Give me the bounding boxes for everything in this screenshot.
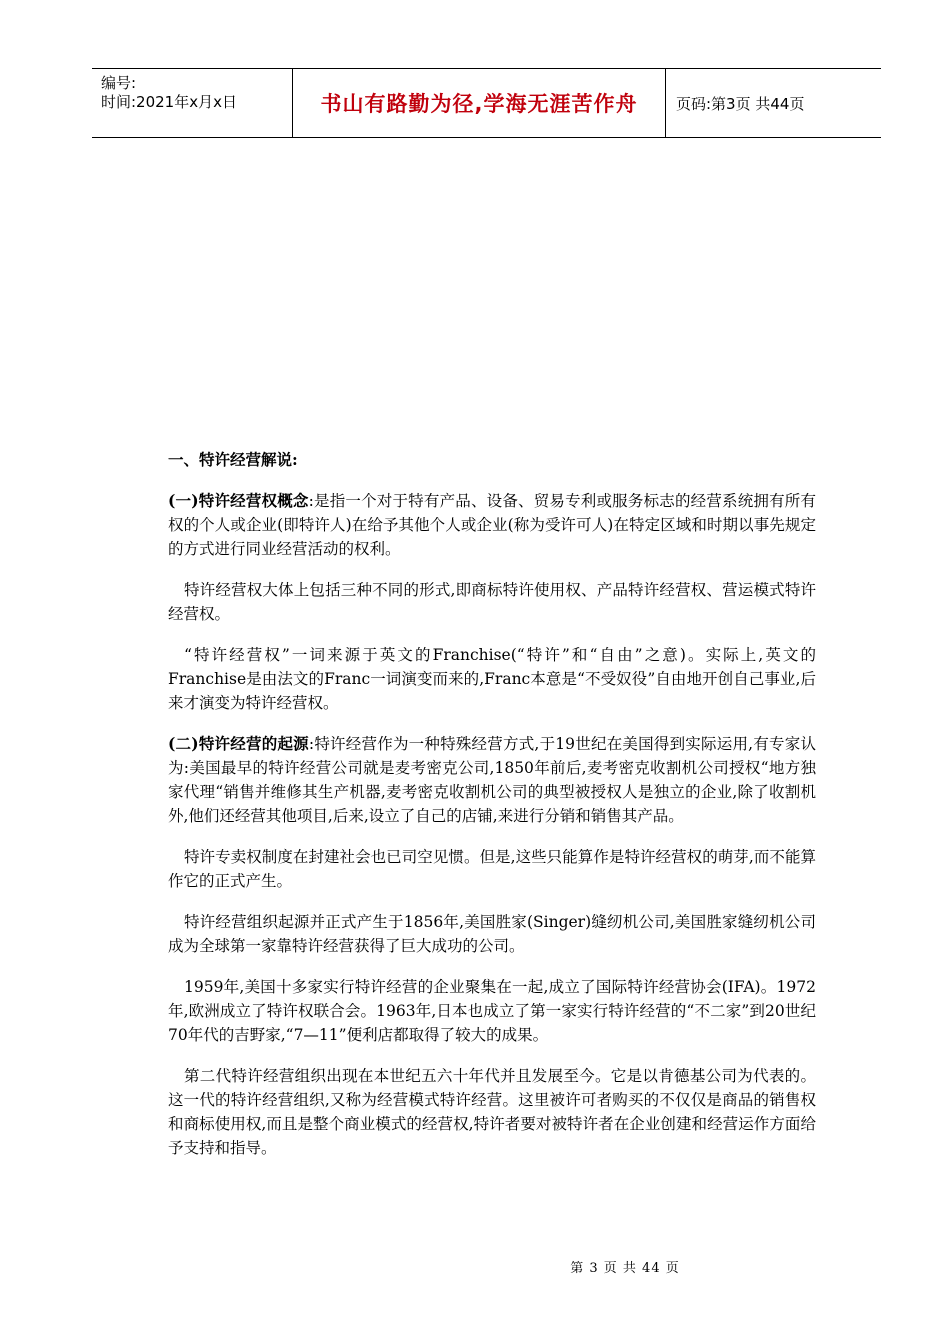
document-header xyxy=(92,68,881,138)
header-page-cell xyxy=(666,69,881,137)
footer-page-number: 第 3 页 共 44 页 xyxy=(570,1261,680,1276)
paragraph-forms: 特许经营权大体上包括三种不同的形式,即商标特许使用权、产品特许经营权、营运模式特许经营权。 xyxy=(168,581,816,623)
page-number-label: 页码:第3页 共44页 xyxy=(676,94,805,113)
paragraph-origin xyxy=(168,732,816,828)
subheading-concept: (一)特许经营权概念 xyxy=(168,491,309,510)
document-body xyxy=(168,448,816,1177)
paragraph-ifa: 1959年,美国十多家实行特许经营的企业聚集在一起,成立了国际特许经营协会(IFA)。1972年,欧洲成立了特许权联合会。1963年,日本也成立了第一家实行特许经营的“不二家”到20世纪70年代的吉野家,“7—11”便利店都取得了较大的成果。 xyxy=(168,978,816,1044)
paragraph-second-generation: 第二代特许经营组织出现在本世纪五六十年代并且发展至今。它是以肯德基公司为代表的。这一代的特许经营组织,又称为经营模式特许经营。这里被许可者购买的不仅仅是商品的销售权和商标使用权,而且是整个商业模式的经营权,特许者要对被特许者在企业创建和经营运作方面给予支持和指导。 xyxy=(168,1067,816,1157)
paragraph-text: :是指一个对于特有产品、设备、贸易专利或服务标志的经营系统拥有所有权的个人或企业(即特许人)在给予其他个人或企业(称为受许可人)在特定区域和时期以事先规定的方式进行同业经营活动的权利。 xyxy=(168,492,817,558)
header-meta-cell xyxy=(92,69,293,137)
paragraph-etymology: “特许经营权”一词来源于英文的Franchise(“特许”和“自由”之意)。实际上,英文的Franchise是由法文的Franc一词演变而来的,Franc本意是“不受奴役”自由地开创自己事业,后来才演变为特许经营权。 xyxy=(168,646,816,712)
section-title: 一、特许经营解说: xyxy=(168,450,298,469)
paragraph-franchise-concept xyxy=(168,489,816,561)
subheading-origin: (二)特许经营的起源 xyxy=(168,734,309,753)
code-label: 编号: xyxy=(101,74,137,92)
motto-text: 书山有路勤为径,学海无涯苦作舟 xyxy=(320,92,638,116)
page-footer xyxy=(0,1257,950,1276)
paragraph-text: :特许经营作为一种特殊经营方式,于19世纪在美国得到实际运用,有专家认为:美国最早的特许经营公司就是麦考密克公司,1850年前后,麦考密克收割机公司授权“地方独家代理“销售并维修其生产机器,麦考密克收割机公司的典型被授权人是独立的企业,除了收割机外,他们还经营其他项目,后来,设立了自己的店铺,来进行分销和销售其产品。 xyxy=(168,735,816,825)
date-label: 时间:2021年x月x日 xyxy=(101,93,237,111)
paragraph-feudal: 特许专卖权制度在封建社会也已司空见惯。但是,这些只能算作是特许经营权的萌芽,而不能算作它的正式产生。 xyxy=(168,848,816,890)
header-motto-cell xyxy=(293,69,666,137)
paragraph-singer: 特许经营组织起源并正式产生于1856年,美国胜家(Singer)缝纫机公司,美国胜家缝纫机公司成为全球第一家靠特许经营获得了巨大成功的公司。 xyxy=(168,913,816,955)
